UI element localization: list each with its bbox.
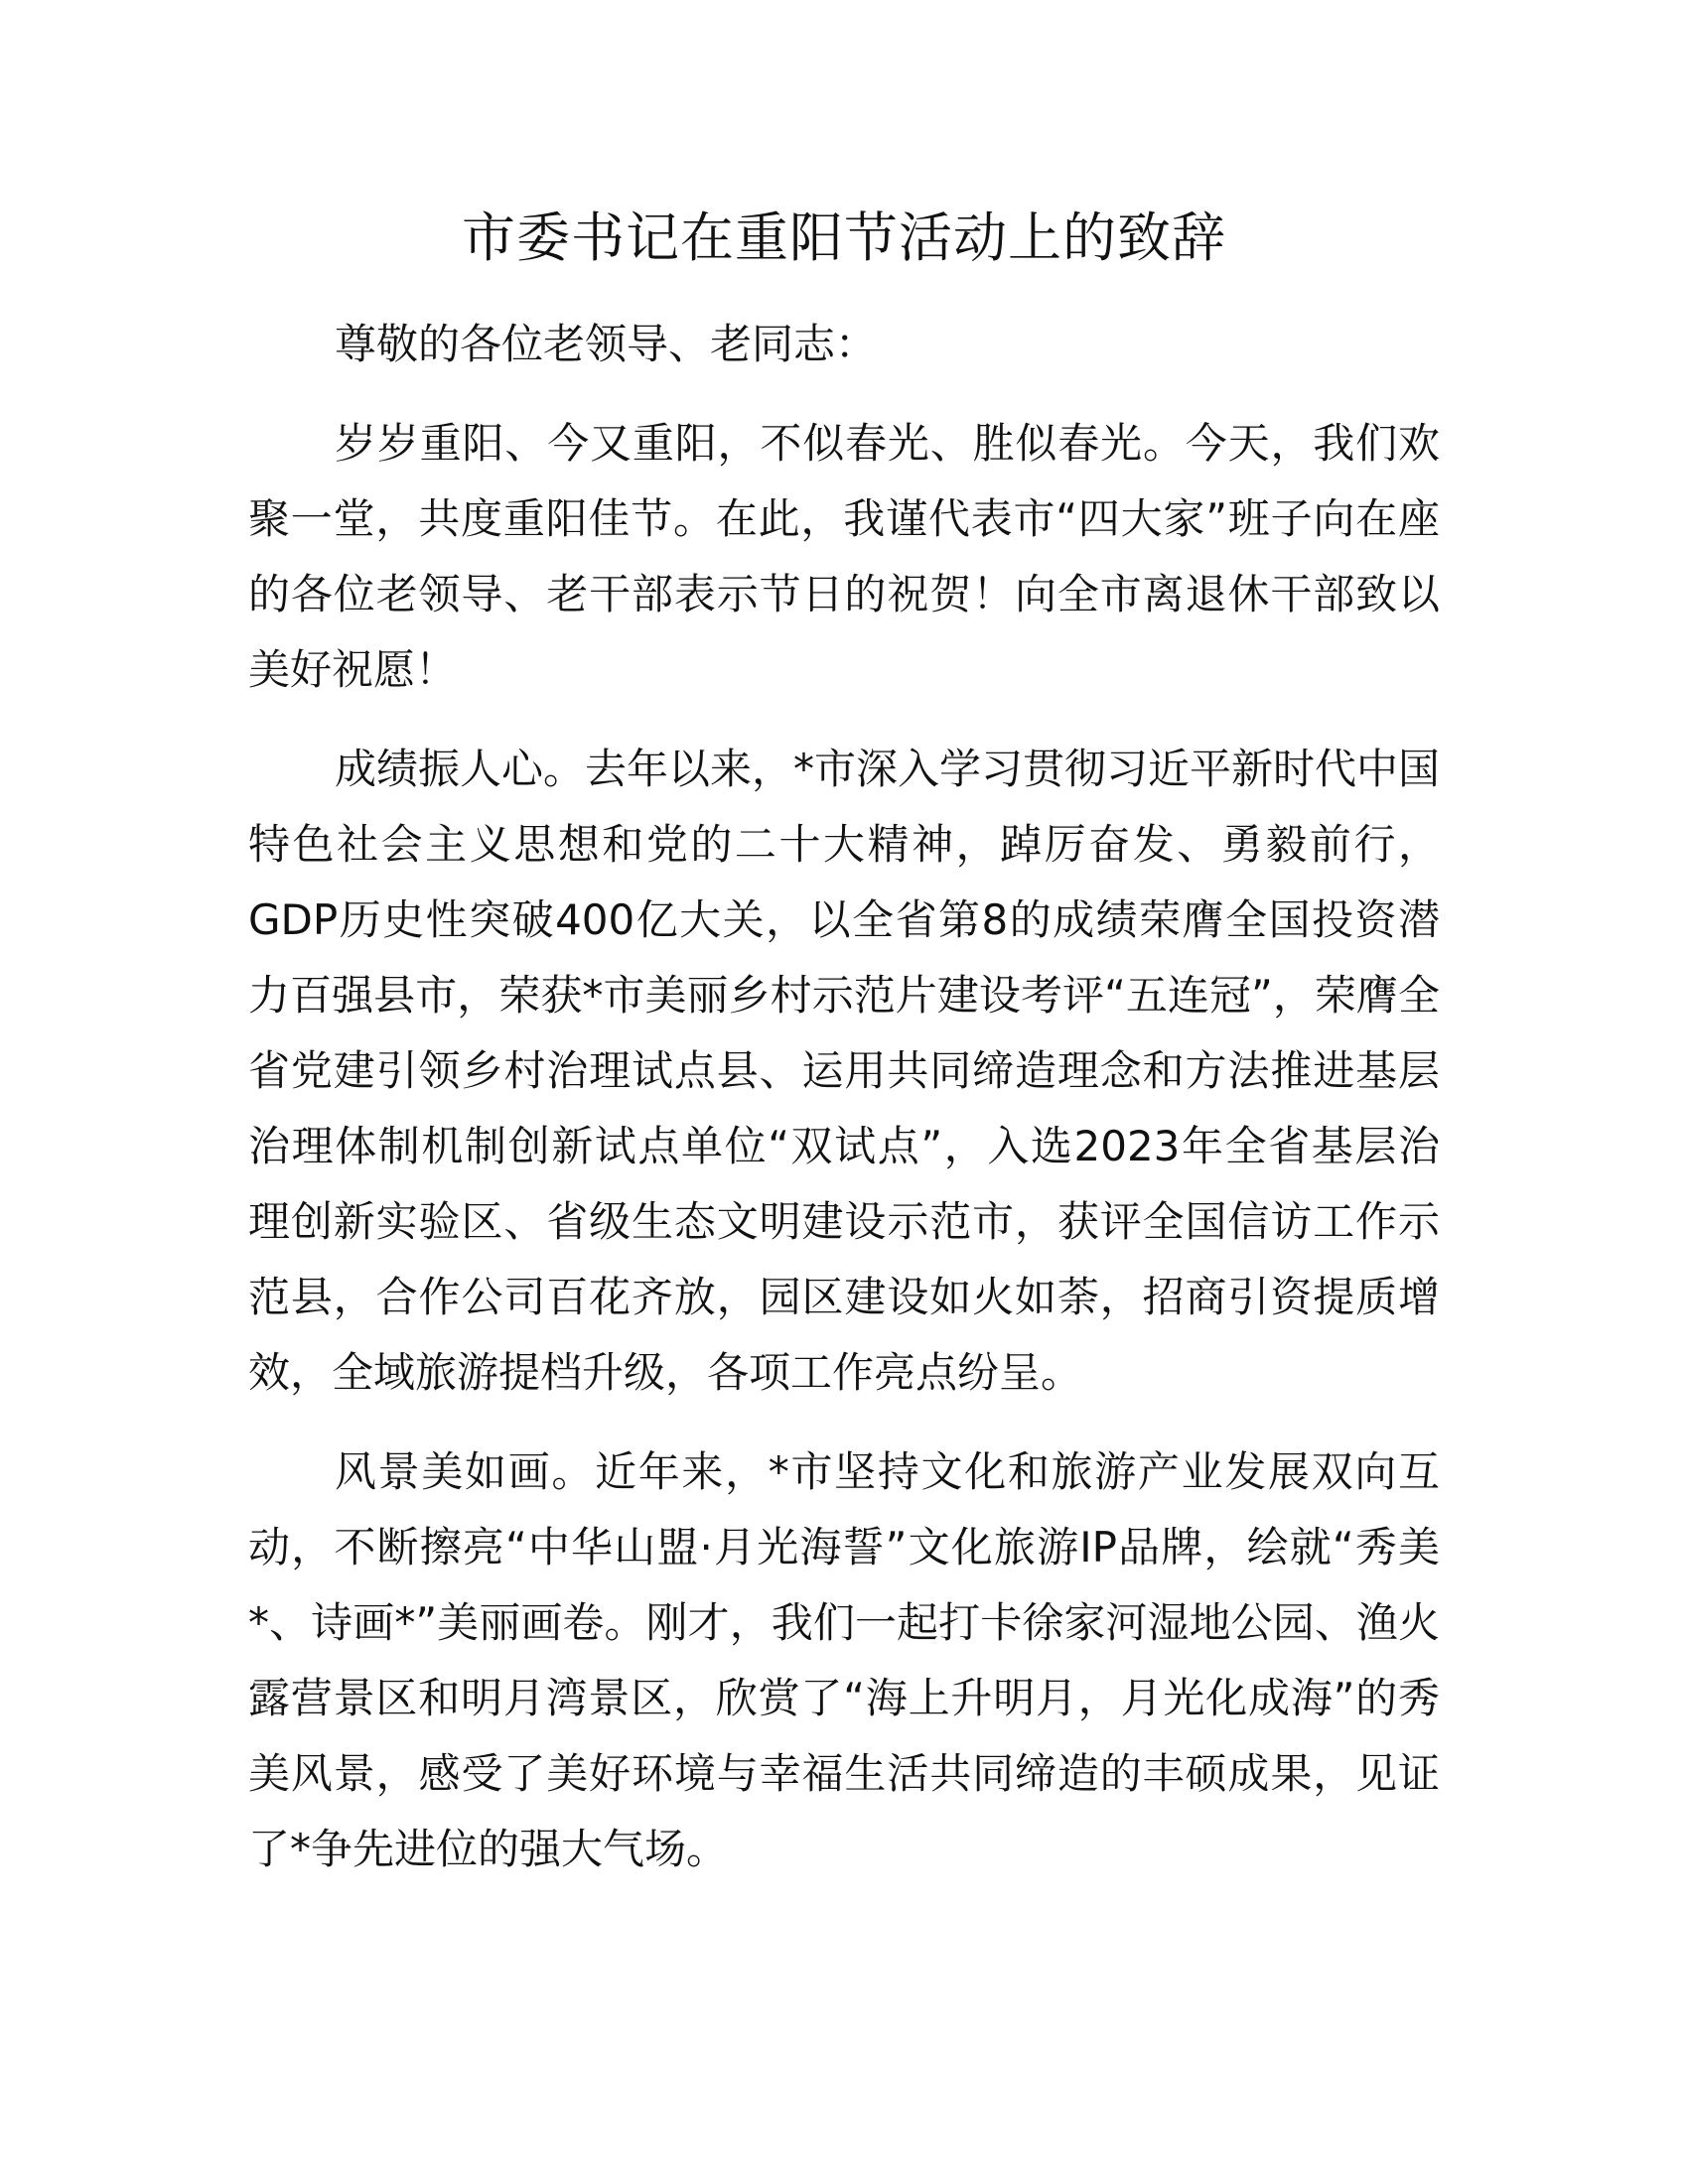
document-title: 市委书记在重阳节活动上的致辞 xyxy=(462,206,1226,269)
document-page xyxy=(248,204,1440,1911)
paragraph-opening: 岁岁重阳、今又重阳，不似春光、胜似春光。今天，我们欢聚一堂，共度重阳佳节。在此，我谨代表市“四大家”班子向在座的各位老领导、老干部表示节日的祝贺！向全市离退休干部致以美好祝愿！ xyxy=(248,419,1440,694)
paragraph-achievements: 成绩振人心。去年以来，*市深入学习贯彻习近平新时代中国特色社会主义思想和党的二十大精神，踔厉奋发、勇毅前行，GDP历史性突破400亿大关，以全省第8的成绩荣膺全国投资潜力百强县市，荣获*市美丽乡村示范片建设考评“五连冠”，荣膺全省党建引领乡村治理试点县、运用共同缔造理念和方法推进基层治理体制机制创新试点单位“双试点”，入选2023年全省基层治理创新实验区、省级生态文明建设示范市，获评全国信访工作示范县，合作公司百花齐放，园区建设如火如荼，招商引资提质增效，全域旅游提档升级，各项工作亮点纷呈。 xyxy=(248,745,1441,1397)
paragraph-scenery: 风景美如画。近年来，*市坚持文化和旅游产业发展双向互动，不断擦亮“中华山盟·月光海誓”文化旅游IP品牌，绘就“秀美*、诗画*”美丽画卷。刚才，我们一起打卡徐家河湿地公园、渔火露营景区和明月湾景区，欣赏了“海上升明月，月光化成海”的秀美风景，感受了美好环境与幸福生活共同缔造的丰硕成果，见证了*争先进位的强大气场。 xyxy=(248,1447,1440,1873)
salutation: 尊敬的各位老领导、老同志： xyxy=(335,320,878,368)
